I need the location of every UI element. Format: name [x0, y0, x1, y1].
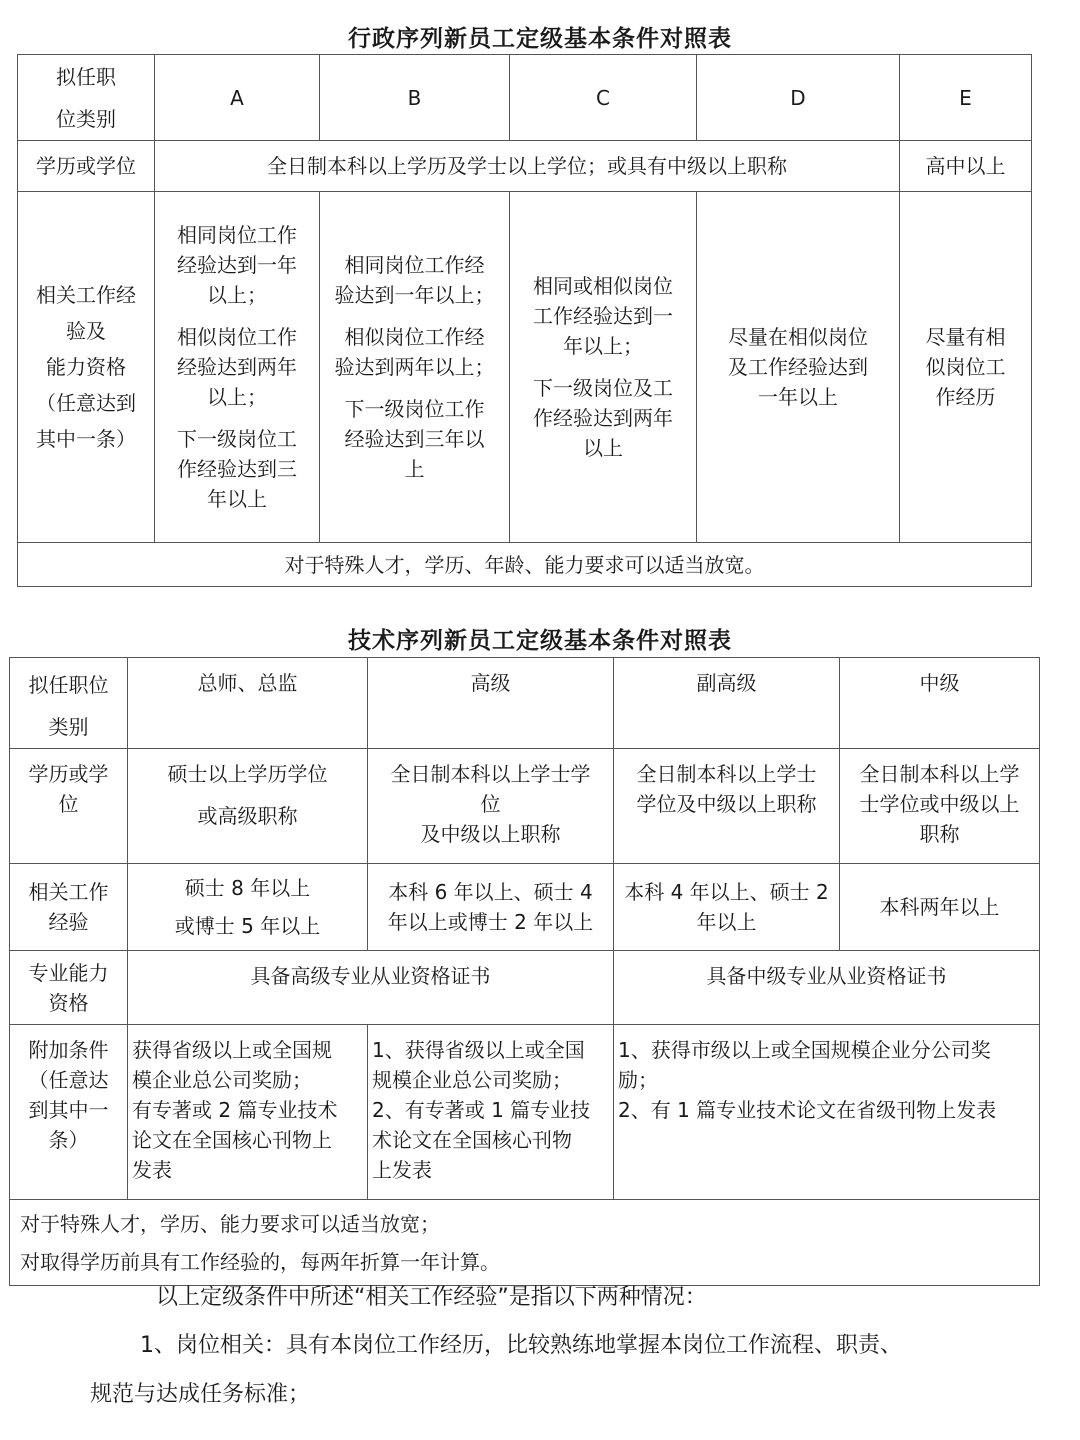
admin-table — [17, 54, 1032, 587]
admin-experience-c-item: 相同或相似岗位 工作经验达到一 年以上； — [533, 274, 673, 358]
admin-experience-c-item: 下一级岗位及工 作经验达到两年 以上 — [533, 376, 673, 460]
tech-level-mid: 中级 — [840, 658, 1040, 749]
admin-header-row — [18, 55, 1032, 141]
tech-category-line: 拟任职位 — [28, 673, 109, 697]
tech-notes — [10, 1200, 1040, 1286]
admin-experience-label — [18, 192, 155, 543]
admin-education-abcd: 全日制本科以上学历及学士以上学位；或具有中级以上职称 — [155, 141, 900, 192]
admin-experience-d: 尽量在相似岗位 及工作经验达到 一年以上 — [697, 192, 900, 543]
admin-experience-label-line: 其中一条） — [36, 427, 136, 451]
tech-qualification-label: 专业能力 资格 — [10, 951, 128, 1025]
tech-education-chief: 硕士以上学历学位 或高级职称 — [128, 749, 368, 864]
tech-experience-label: 相关工作 经验 — [10, 864, 128, 951]
tech-level-senior: 高级 — [368, 658, 614, 749]
tech-qualification-mid: 具备中级专业从业资格证书 — [614, 951, 1040, 1025]
footer-item1-line2: 规范与达成任务标准； — [90, 1382, 311, 1407]
footer-intro: 以上定级条件中所述“相关工作经验”是指以下两种情况： — [156, 1285, 707, 1310]
admin-category-line: 拟任职 — [56, 64, 116, 89]
tech-header-row — [10, 658, 1040, 749]
tech-category-line: 类别 — [48, 715, 89, 739]
admin-experience-c — [510, 192, 697, 543]
admin-education-row — [18, 141, 1032, 192]
admin-education-e: 高中以上 — [900, 141, 1032, 192]
admin-experience-a-item: 相似岗位工作 经验达到两年 以上； — [177, 325, 297, 409]
admin-experience-label-line: （任意达到 — [36, 391, 136, 415]
tech-education-deputy: 全日制本科以上学士 学位及中级以上职称 — [614, 749, 840, 864]
admin-experience-a-item: 相同岗位工作 经验达到一年 以上； — [177, 223, 297, 307]
tech-education-label: 学历或学 位 — [10, 749, 128, 864]
tech-table-title: 技术序列新员工定级基本条件对照表 — [348, 628, 732, 654]
tech-table — [9, 657, 1040, 1286]
tech-experience-chief: 硕士 8 年以上 或博士 5 年以上 — [128, 864, 368, 951]
admin-experience-b-item: 相同岗位工作经 验达到一年以上； — [334, 253, 495, 307]
tech-experience-row — [10, 864, 1040, 951]
footer-item1-line1: 1、岗位相关：具有本岗位工作经历，比较熟练地掌握本岗位工作流程、职责、 — [140, 1333, 902, 1358]
admin-experience-label-line: 能力资格 — [46, 355, 126, 379]
admin-level-a: A — [155, 55, 320, 141]
admin-level-c: C — [510, 55, 697, 141]
admin-experience-b-item: 相似岗位工作经 验达到两年以上； — [334, 325, 495, 379]
admin-table-title: 行政序列新员工定级基本条件对照表 — [348, 26, 732, 52]
admin-note: 对于特殊人才，学历、年龄、能力要求可以适当放宽。 — [18, 543, 1032, 587]
tech-level-chief: 总师、总监 — [128, 658, 368, 749]
tech-experience-deputy: 本科 4 年以上、硕士 2 年以上 — [614, 864, 840, 951]
admin-experience-row — [18, 192, 1032, 543]
tech-additional-senior: 1、获得省级以上或全国 规模企业总公司奖励； 2、有专著或 1 篇专业技 术论文在全国核心刊物 上发表 — [368, 1025, 614, 1200]
tech-category-header — [10, 658, 128, 749]
admin-experience-label-line: 验及 — [66, 319, 106, 343]
admin-level-e: E — [900, 55, 1032, 141]
admin-education-label: 学历或学位 — [18, 141, 155, 192]
admin-experience-b — [320, 192, 510, 543]
tech-qualification-row — [10, 951, 1040, 1025]
tech-education-senior: 全日制本科以上学士学 位 及中级以上职称 — [368, 749, 614, 864]
admin-experience-label-line: 相关工作经 — [36, 283, 136, 307]
admin-experience-a — [155, 192, 320, 543]
tech-additional-lower: 1、获得市级以上或全国规模企业分公司奖 励； 2、有 1 篇专业技术论文在省级刊物上发表 — [614, 1025, 1040, 1200]
tech-additional-row — [10, 1025, 1040, 1200]
tech-additional-chief: 获得省级以上或全国规 模企业总公司奖励； 有专著或 2 篇专业技术 论文在全国核心刊物上 发表 — [128, 1025, 368, 1200]
admin-category-header — [18, 55, 155, 141]
tech-note-line: 对于特殊人才，学历、能力要求可以适当放宽； — [20, 1211, 440, 1236]
admin-note-row — [18, 543, 1032, 587]
tech-education-row — [10, 749, 1040, 864]
admin-level-b: B — [320, 55, 510, 141]
tech-experience-senior: 本科 6 年以上、硕士 4 年以上或博士 2 年以上 — [368, 864, 614, 951]
admin-experience-e: 尽量有相 似岗位工 作经历 — [900, 192, 1032, 543]
admin-level-d: D — [697, 55, 900, 141]
tech-qualification-high: 具备高级专业从业资格证书 — [128, 951, 614, 1025]
admin-experience-a-item: 下一级岗位工 作经验达到三 年以上 — [177, 427, 297, 511]
tech-additional-label: 附加条件 （任意达 到其中一 条） — [10, 1025, 128, 1200]
tech-note-line: 对取得学历前具有工作经验的，每两年折算一年计算。 — [20, 1249, 500, 1274]
tech-experience-mid: 本科两年以上 — [840, 864, 1040, 951]
admin-experience-b-item: 下一级岗位工作 经验达到三年以 上 — [344, 397, 485, 481]
admin-category-line: 位类别 — [56, 106, 116, 131]
tech-level-deputy: 副高级 — [614, 658, 840, 749]
tech-notes-row — [10, 1200, 1040, 1286]
tech-education-mid: 全日制本科以上学 士学位或中级以上 职称 — [840, 749, 1040, 864]
